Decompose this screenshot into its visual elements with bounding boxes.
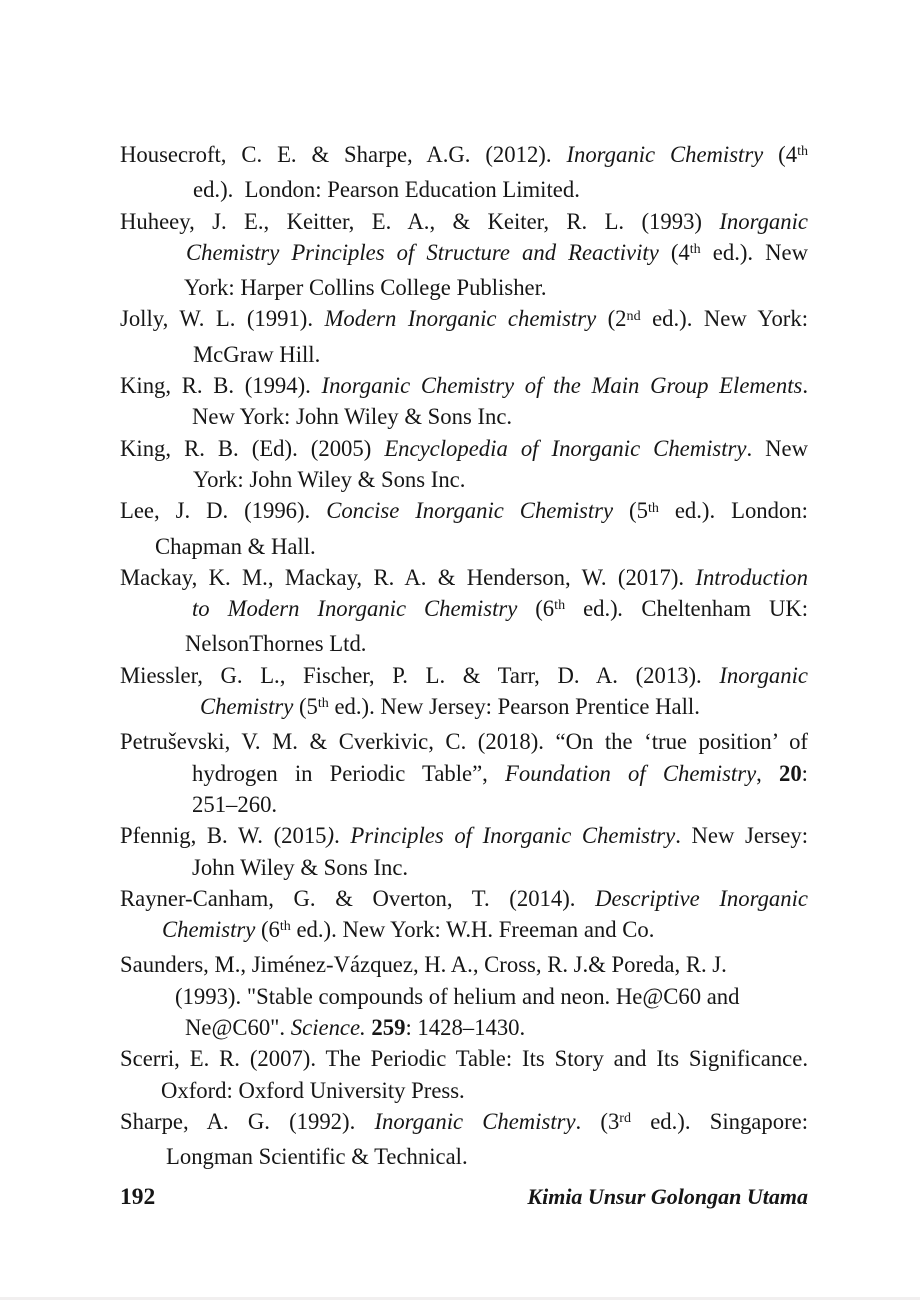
text-run: Inorganic Chemistry — [374, 1108, 576, 1134]
text-run: Chemistry — [200, 694, 294, 720]
reference-item — [120, 303, 808, 370]
references-list — [120, 139, 808, 1173]
text-run: (6 — [255, 917, 280, 943]
text-run: th — [554, 597, 566, 614]
reference-line — [120, 174, 808, 205]
text-run: : 1428–1430. — [405, 1015, 526, 1041]
text-run: Chemistry — [162, 917, 256, 943]
reference-item — [120, 949, 808, 1043]
text-run: Sharpe, A. G. (1992). — [120, 1108, 375, 1134]
text-run: (5 — [613, 498, 648, 524]
reference-line — [120, 726, 808, 757]
reference-item — [120, 495, 808, 562]
text-run: Jolly, W. L. (1991). — [120, 306, 325, 332]
text-run: Scerri, E. R. (2007). The Periodic Table: Its Story and Its Significance. — [120, 1046, 808, 1072]
reference-line — [120, 1106, 808, 1141]
reference-line — [120, 1075, 808, 1106]
text-run: Mackay, K. M., Mackay, R. A. & Henderson, W. (2017). — [120, 564, 696, 590]
reference-line — [120, 339, 808, 370]
reference-line — [120, 237, 808, 272]
text-run: New York: John Wiley & Sons Inc. — [192, 404, 513, 430]
reference-line — [120, 562, 808, 593]
text-run: Science. — [290, 1015, 366, 1041]
text-run: ed.). New York: W.H. Freeman and Co. — [290, 917, 655, 943]
text-run: John Wiley & Sons Inc. — [192, 854, 409, 880]
reference-line — [120, 206, 808, 237]
text-run: Lee, J. D. (1996). — [120, 498, 327, 524]
text-run: Saunders, M., Jiménez-Vázquez, H. A., Cross, R. J.& Poreda, R. J. — [120, 952, 727, 978]
text-run: th — [797, 143, 809, 160]
reference-line — [120, 303, 808, 338]
text-run: ed.). New Jersey: Pearson Prentice Hall. — [328, 694, 700, 720]
text-run: Inorganic — [719, 208, 808, 234]
text-run: . New Jersey: — [675, 823, 808, 849]
text-run: Modern Inorganic chemistry — [324, 306, 597, 332]
text-run: th — [279, 918, 291, 935]
reference-line — [120, 981, 808, 1012]
reference-item — [120, 370, 808, 433]
reference-item — [120, 726, 808, 820]
text-run: . (3 — [575, 1108, 620, 1134]
reference-line — [120, 914, 808, 949]
text-run: Miessler, G. L., Fischer, P. L. & Tarr, D. A. (2013). — [120, 662, 720, 688]
text-run: 251–260. — [192, 791, 278, 817]
text-run: ed.) — [565, 596, 618, 622]
text-run: McGraw Hill. — [193, 341, 321, 367]
reference-line — [120, 691, 808, 726]
text-run: th — [689, 241, 701, 258]
text-run: hydrogen in Periodic Table”, — [192, 760, 506, 786]
text-run: . — [802, 373, 808, 399]
text-run: Rayner-Canham, G. & Overton, T. (2014). — [120, 885, 596, 911]
text-run: rd — [619, 1110, 632, 1127]
text-run: th — [647, 499, 659, 516]
text-run: Longman Scientific & Technical. — [166, 1144, 468, 1170]
reference-line — [120, 758, 808, 789]
text-run: . New — [746, 435, 809, 461]
text-run: 20 — [778, 760, 802, 786]
text-run: ed.). New — [700, 239, 808, 265]
reference-line — [120, 660, 808, 691]
text-run: Inorganic — [719, 662, 808, 688]
text-run: Foundation of Chemistry — [505, 760, 757, 786]
reference-line — [120, 628, 808, 659]
reference-line — [120, 139, 808, 174]
text-run: Descriptive Inorganic — [595, 885, 808, 911]
reference-line — [120, 433, 808, 464]
text-run: Encyclopedia of Inorganic Chemistry — [384, 435, 747, 461]
text-run: (4 — [658, 239, 690, 265]
text-run: Inorganic Chemistry — [566, 142, 764, 167]
running-title: Kimia Unsur Golongan Utama — [527, 1184, 808, 1209]
reference-line — [120, 789, 808, 820]
reference-item — [120, 883, 808, 950]
reference-line — [120, 1141, 808, 1172]
reference-line — [120, 370, 808, 401]
text-run: King, R. B. (Ed). (2005) — [120, 435, 385, 461]
reference-item — [120, 1043, 808, 1106]
reference-line — [120, 401, 808, 432]
reference-item — [120, 433, 808, 496]
reference-line — [120, 820, 808, 851]
text-run: Pfennig, B. W. (2015 — [120, 823, 327, 849]
text-run: York: John Wiley & Sons Inc. — [193, 466, 466, 492]
page-number: 192 — [120, 1184, 156, 1210]
text-run: ed.). London: — [658, 498, 808, 524]
text-run: Cheltenham UK: — [623, 596, 809, 622]
reference-line — [120, 464, 808, 495]
reference-line — [120, 531, 808, 562]
reference-line — [120, 949, 808, 980]
text-run: Huheey, J. E., Keitter, E. A., & Keiter, R. L. (1993) — [120, 208, 720, 234]
text-run: 259 — [371, 1015, 406, 1041]
text-run: York: Harper Collins College Publisher. — [184, 275, 547, 301]
text-run: ed.). Singapore: — [631, 1108, 808, 1134]
text-run: Ne@C60". — [185, 1015, 291, 1041]
text-run: , — [756, 760, 779, 786]
text-run: nd — [626, 307, 641, 324]
reference-item — [120, 206, 808, 304]
text-run: Chapman & Hall. — [155, 533, 316, 559]
text-run: Concise Inorganic Chemistry — [326, 498, 614, 524]
text-run: ) — [326, 823, 335, 849]
text-run: (2 — [596, 306, 627, 332]
text-run: to Modern Inorganic Chemistry — [192, 596, 518, 622]
reference-line — [120, 1043, 808, 1074]
text-run: Oxford: Oxford University Press. — [161, 1077, 465, 1103]
reference-line — [120, 272, 808, 303]
text-run: . — [334, 823, 351, 849]
text-run: ed.). New York: — [640, 306, 808, 332]
text-run: : — [801, 760, 808, 786]
text-run: King, R. B. (1994). — [120, 373, 322, 399]
reference-item — [120, 139, 808, 206]
text-run: Housecroft, C. E. & Sharpe, A.G. (2012). — [120, 142, 567, 167]
text-run: (6 — [517, 596, 555, 622]
text-run: . — [617, 596, 624, 622]
text-run: NelsonThornes Ltd. — [185, 631, 367, 657]
reference-item — [120, 562, 808, 660]
text-run: Chemistry Principles of Structure and Reactivity — [186, 239, 659, 265]
reference-line — [120, 495, 808, 530]
text-run: (5 — [293, 694, 318, 720]
text-run: (1993). "Stable compounds of helium and neon. He@C60 and — [175, 983, 740, 1009]
reference-item — [120, 660, 808, 727]
text-run: ed.). London: Pearson Education Limited. — [193, 177, 580, 203]
text-run: Petruševski, V. M. & Cverkivic, C. (2018). “On the ‘true position’ of — [120, 729, 808, 755]
text-run: Principles of Inorganic Chemistry — [350, 823, 676, 849]
text-run: Inorganic Chemistry of the Main Group Elements — [321, 373, 803, 399]
page-footer — [120, 1184, 808, 1211]
reference-line — [120, 852, 808, 883]
reference-line — [120, 593, 808, 628]
reference-item — [120, 820, 808, 883]
reference-item — [120, 1106, 808, 1173]
text-run: th — [317, 695, 329, 712]
text-run: (4 — [763, 142, 798, 167]
reference-line — [120, 883, 808, 914]
text-run: Introduction — [695, 564, 808, 590]
reference-line — [120, 1012, 808, 1043]
